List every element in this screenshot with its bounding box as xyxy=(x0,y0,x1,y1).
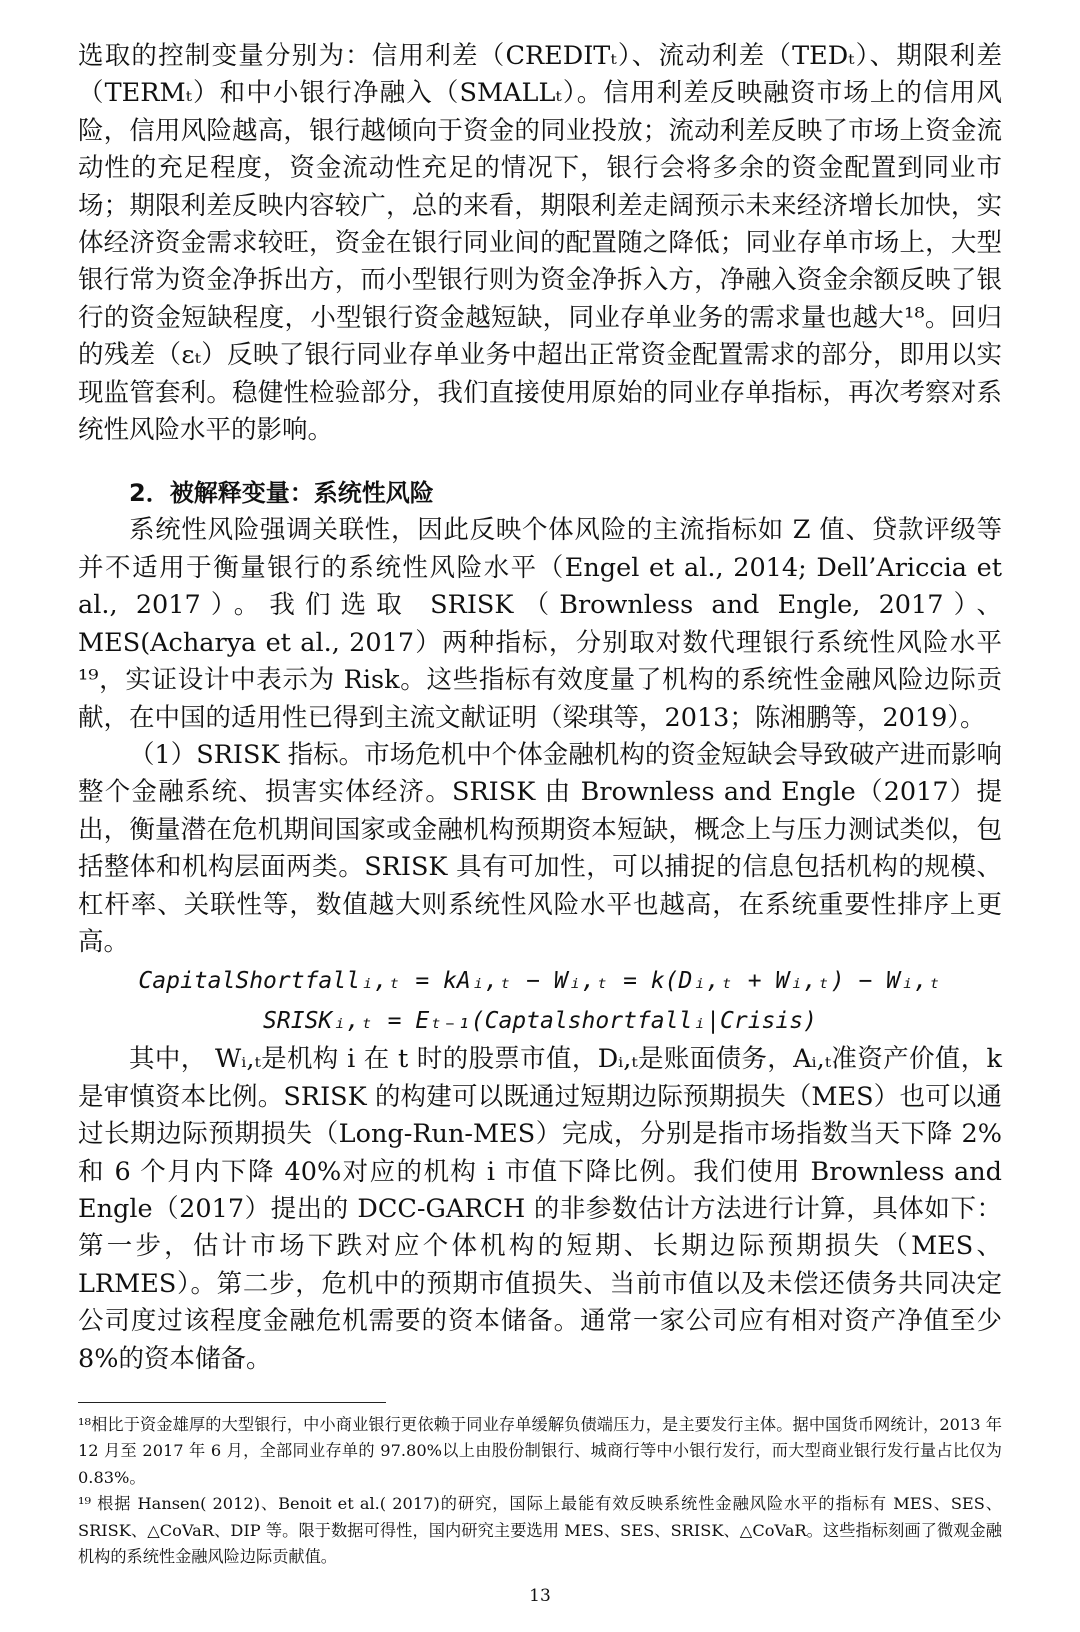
section-heading-systemic-risk: 2．被解释变量：系统性风险 xyxy=(129,479,434,508)
footnote-18: ¹⁸相比于资金雄厚的大型银行，中小商业银行更依赖于同业存单缓解负债端压力，是主要发行主体。据中国货币网统计，2013 年 12 月至 2017 年 6 月，全部同业存单的 97.80%以上由股份制银行、城商行等中小银行发行，而大型商业银行发行量占比仅为 0.83%。 xyxy=(78,1415,1002,1487)
page-body xyxy=(78,38,1002,1378)
paragraph-srisk-construction: 其中， Wᵢ,ₜ是机构 i 在 t 时的股票市值，Dᵢ,ₜ是账面债务，Aᵢ,ₜ准资产价值，k 是审慎资本比例。SRISK 的构建可以既通过短期边际预期损失（MES）也可以通过长期边际预期损失（Long-Run-MES）完成，分别是指市场指数当天下降 2%和 6 个月内下降 40%对应的机构 i 市值下降比例。我们使用 Brownless and Engle（2017）提出的 DCC-GARCH 的非参数估计方法进行计算，具体如下：第一步，估计市场下跌对应个体机构的短期、长期边际预期损失（MES、LRMES）。第二步，危机中的预期市值损失、当前市值以及未偿还债务共同决定公司度过该程度金融危机需要的资本储备。通常一家公司应有相对资产净值至少 8%的资本储备。 xyxy=(78,1044,1002,1374)
formula-capital-shortfall: CapitalShortfallᵢ,ₜ = kAᵢ,ₜ − Wᵢ,ₜ = k(Dᵢ,ₜ + Wᵢ,ₜ) − Wᵢ,ₜ xyxy=(138,968,942,995)
footnotes xyxy=(78,1412,1002,1570)
paragraph-srisk-indicator: （1）SRISK 指标。市场危机中个体金融机构的资金短缺会导致破产进而影响整个金融系统、损害实体经济。SRISK 由 Brownless and Engle（2017）提出，衡量潜在危机期间国家或金融机构预期资本短缺，概念上与压力测试类似，包括整体和机构层面两类。SRISK 具有可加性，可以捕捉的信息包括机构的规模、杠杆率、关联性等，数值越大则系统性风险水平也越高，在系统重要性排序上更高。 xyxy=(78,739,1002,957)
formula-srisk: SRISKᵢ,ₜ = Eₜ₋₁(Captalshortfallᵢ|Crisis) xyxy=(263,1008,817,1035)
footnote-19: ¹⁹ 根据 Hansen( 2012)、Benoit et al.( 2017)的研究，国际上最能有效反映系统性金融风险水平的指标有 MES、SES、SRISK、△CoVaR、DIP 等。限于数据可得性，国内研究主要选用 MES、SES、SRISK、△CoVaR。这些指标刻画了微观金融机构的系统性金融风险边际贡献值。 xyxy=(78,1494,1002,1567)
paragraph-control-variables: 选取的控制变量分别为：信用利差（CREDITₜ）、流动利差（TEDₜ）、期限利差（TERMₜ）和中小银行净融入（SMALLₜ）。信用利差反映融资市场上的信用风险，信用风险越高，银行越倾向于资金的同业投放；流动利差反映了市场上资金流动性的充足程度，资金流动性充足的情况下，银行会将多余的资金配置到同业市场；期限利差反映内容较广，总的来看，期限利差走阔预示未来经济增长加快，实体经济资金需求较旺，资金在银行同业间的配置随之降低；同业存单市场上，大型银行常为资金净拆出方，而小型银行则为资金净拆入方，净融入资金余额反映了银行的资金短缺程度，小型银行资金越短缺，同业存单业务的需求量也越大¹⁸。回归的残差（εₜ）反映了银行同业存单业务中超出正常资金配置需求的部分，即用以实现监管套利。稳健性检验部分，我们直接使用原始的同业存单指标，再次考察对系统性风险水平的影响。 xyxy=(78,41,1002,446)
page-number: 13 xyxy=(529,1586,551,1606)
paragraph-systemic-risk-intro: 系统性风险强调关联性，因此反映个体风险的主流指标如 Z 值、贷款评级等并不适用于衡量银行的系统性风险水平（Engel et al., 2014; Dell’Ariccia et al., 2017）。我们选取 SRISK（Brownless and Engle, 2017）、MES(Acharya et al., 2017）两种指标，分别取对数代理银行系统性风险水平¹⁹，实证设计中表示为 Risk。这些指标有效度量了机构的系统性金融风险边际贡献，在中国的适用性已得到主流文献证明（梁琪等，2013；陈湘鹏等，2019）。 xyxy=(78,515,1002,733)
footnote-separator xyxy=(78,1402,386,1403)
